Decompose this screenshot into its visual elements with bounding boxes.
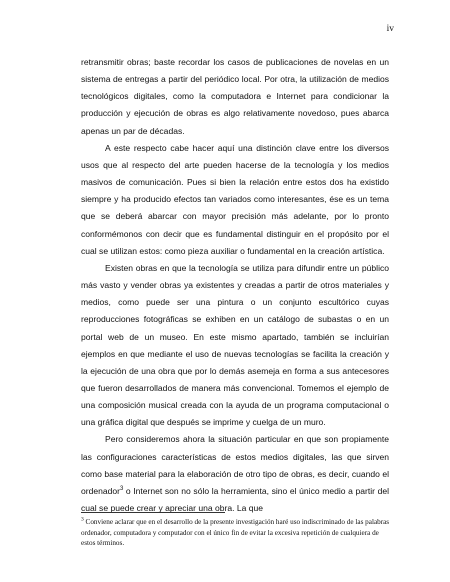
page-number: iv — [386, 24, 394, 34]
footnote-mark: 3 — [81, 516, 84, 523]
paragraph-4 — [81, 431, 389, 517]
paragraph-4-text-end: o Internet son no sólo la herramienta, sino el único medio a partir del cual se puede crear y apreciar una obra. La que — [81, 485, 389, 514]
footnote-reference-mark: 3 — [119, 486, 124, 493]
footnote — [81, 517, 391, 549]
footnote-separator — [81, 512, 225, 513]
body-text — [81, 54, 389, 517]
footnote-text: Conviene aclarar que en el desarrollo de la presente investigación haré uso indiscriminado de las palabras ordenador, computadora y computador con el único fin de evitar la excesiva repetición de cualquiera de estos términos. — [81, 518, 390, 547]
paragraph-3: Existen obras en que la tecnología se utiliza para difundir entre un público más vasto y vender obras ya existentes y creadas a partir de otros materiales y medios, como puede ser una pintura o un conjunto escultórico cuyas reproducciones fotográficas se exhiben en un catálogo de subastas o en un portal web de un museo. En este mismo apartado, también se incluirían ejemplos en que mediante el uso de nuevas tecnologías se facilita la creación y la ejecución de una obra que por lo demás asemeja en forma a sus antecesores que fueron desarrollados de manera más convencional. Tomemos el ejemplo de una composición musical creada con la ayuda de un programa computacional o una gráfica digital que después se imprime y cuelga de un muro. — [81, 262, 389, 428]
paragraph-2: A este respecto cabe hacer aquí una distinción clave entre los diversos usos que al respecto del arte pueden hacerse de la tecnología y los medios masivos de comunicación. Pues si bien la relación entre estos dos ha existido siempre y ha producido efectos tan variados como interesantes, ése es un tema que se deberá abarcar con mayor precisión más adelante, por lo pronto conformémonos con decir que es fundamental distinguir en el propósito por el cual se utilizan estos: como pieza auxiliar o fundamental en la creación artística. — [81, 142, 389, 256]
paragraph-1: retransmitir obras; baste recordar los casos de publicaciones de novelas en un sistema de entregas a partir del periódico local. Por otra, la utilización de medios tecnológicos digitales, como la computadora e Internet para condicionar la producción y ejecución de obras es algo relativamente novedoso, pues abarca apenas un par de décadas. — [81, 57, 389, 136]
paragraph-4-text-start: Pero consideremos ahora la situación particular en que son propiamente las configuraciones características de estos medios digitales, las que sirven como base material para la elaboración de otro tipo de obras, es decir, cuando el ordenador — [81, 434, 389, 496]
